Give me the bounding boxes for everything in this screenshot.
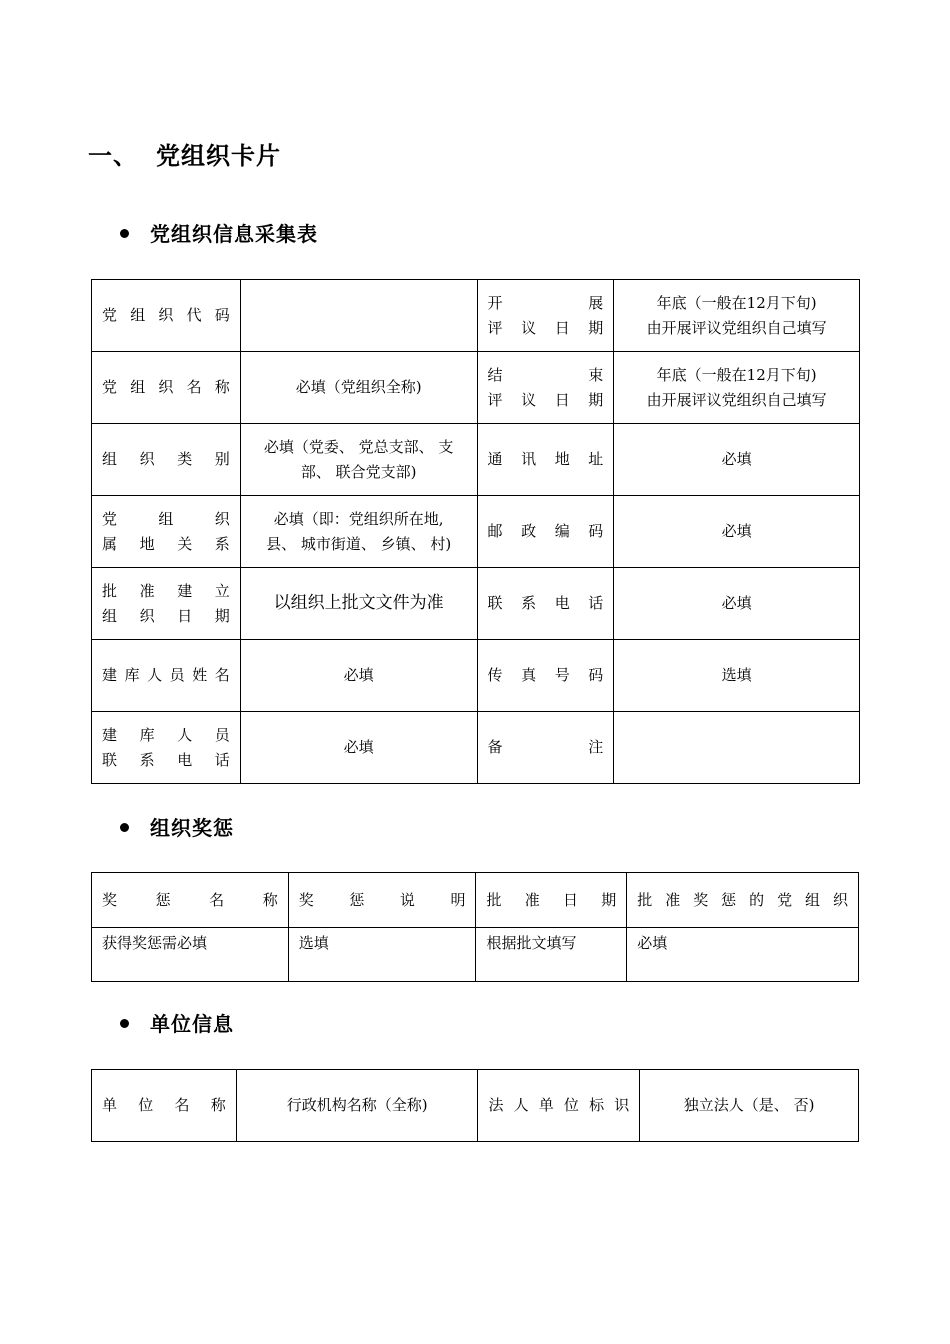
info-table-row: [92, 496, 860, 568]
award-cell-org: 必填: [627, 928, 859, 982]
info-label: [92, 280, 241, 352]
info-value-2-line: 必填: [721, 450, 752, 468]
unit-legal-label: 法人单位标识: [478, 1070, 640, 1142]
info-value-line: 必填: [343, 738, 374, 756]
info-value-2-line: 由开展评议党组织自己填写: [646, 318, 827, 337]
info-label-line: 组织类别: [102, 450, 230, 468]
info-value-2: [614, 712, 860, 784]
info-label-2: [477, 280, 614, 352]
award-table: [91, 872, 859, 982]
info-value: [240, 568, 477, 640]
info-table-row: [92, 640, 860, 712]
info-value-2-line: 年底（一般在12月下旬): [656, 365, 817, 384]
section-title: 党组织卡片: [156, 142, 281, 170]
section-number: 一、: [88, 142, 138, 170]
info-label: [92, 424, 241, 496]
info-label-line: 党组织: [102, 509, 230, 528]
unit-legal-value: 独立法人（是、 否): [640, 1070, 859, 1142]
info-label: [92, 568, 241, 640]
info-value-2: [614, 640, 860, 712]
info-value-2: [614, 280, 860, 352]
award-table-heading: 组织奖惩: [120, 812, 234, 841]
award-cell-name: 获得奖惩需必填: [92, 928, 289, 982]
info-label-2: [477, 712, 614, 784]
info-label-line: 属地关系: [102, 534, 230, 553]
info-label-line: 建库人员: [102, 725, 230, 744]
unit-table-heading: 单位信息: [120, 1008, 234, 1037]
info-label-2: [477, 496, 614, 568]
info-label-2-line: 联系电话: [487, 594, 604, 612]
unit-name-label: 单位名称: [92, 1070, 237, 1142]
info-value-2: [614, 568, 860, 640]
info-value: [240, 280, 477, 352]
info-label-2: [477, 424, 614, 496]
award-header-desc: 奖惩说明: [288, 873, 476, 928]
unit-table: [91, 1069, 859, 1142]
info-label: [92, 352, 241, 424]
bullet-icon: [120, 229, 129, 238]
info-value-line: 必填: [343, 666, 374, 684]
info-label: [92, 640, 241, 712]
info-label-line: 联系电话: [102, 750, 230, 769]
award-header-org: 批准奖惩的党组织: [627, 873, 859, 928]
unit-name-value: 行政机构名称（全称): [236, 1070, 478, 1142]
section-heading: [88, 136, 281, 171]
info-value-line: 必填（党组织全称): [295, 378, 422, 396]
info-label-2-line: 备注: [487, 738, 604, 756]
info-label-2: [477, 640, 614, 712]
info-table-row: [92, 280, 860, 352]
info-table-row: [92, 424, 860, 496]
info-value-2: [614, 424, 860, 496]
info-value: [240, 424, 477, 496]
info-value-2-line: 由开展评议党组织自己填写: [646, 390, 827, 409]
info-value: [240, 352, 477, 424]
info-value: [240, 496, 477, 568]
award-header-name: 奖惩名称: [92, 873, 289, 928]
info-table-heading: 党组织信息采集表: [120, 218, 318, 247]
info-value-line: 县、 城市街道、 乡镇、 村): [266, 534, 452, 553]
info-label-2-line: 结束: [487, 365, 604, 384]
info-value: [240, 640, 477, 712]
info-label-2-line: 评议日期: [487, 318, 604, 337]
info-label-2-line: 评议日期: [487, 390, 604, 409]
info-label-line: 批准建立: [102, 581, 230, 600]
info-table-row: [92, 568, 860, 640]
info-value-line: 部、 联合党支部): [300, 462, 417, 481]
bullet-icon: [120, 823, 129, 832]
info-label-2-line: 通讯地址: [487, 450, 604, 468]
info-table-row: [92, 712, 860, 784]
info-label-2-line: 开展: [487, 293, 604, 312]
info-label-line: 党组织名称: [102, 378, 230, 396]
award-header-date: 批准日期: [476, 873, 627, 928]
info-value-2: [614, 496, 860, 568]
info-table-row: [92, 352, 860, 424]
info-label: [92, 712, 241, 784]
info-value-line: 必填（即：党组织所在地,: [273, 509, 444, 528]
info-label-2: [477, 352, 614, 424]
info-label-2-line: 传真号码: [487, 666, 604, 684]
info-value-line: 必填（党委、 党总支部、 支: [263, 437, 454, 456]
info-label-line: 组织日期: [102, 606, 230, 625]
info-value-2-line: 年底（一般在12月下旬): [656, 293, 817, 312]
info-value-line: 以组织上批文文件为准: [273, 593, 444, 613]
info-table: [91, 279, 860, 784]
info-value: [240, 712, 477, 784]
award-cell-date: 根据批文填写: [476, 928, 627, 982]
info-value-2-line: 选填: [721, 666, 752, 684]
info-label-line: 党组织代码: [102, 306, 230, 324]
bullet-icon: [120, 1019, 129, 1028]
info-value-2: [614, 352, 860, 424]
info-label-line: 建库人员姓名: [102, 666, 230, 684]
award-cell-desc: 选填: [288, 928, 476, 982]
info-label: [92, 496, 241, 568]
info-value-2-line: 必填: [721, 594, 752, 612]
info-label-2: [477, 568, 614, 640]
info-value-2-line: 必填: [721, 522, 752, 540]
info-label-2-line: 邮政编码: [487, 522, 604, 540]
